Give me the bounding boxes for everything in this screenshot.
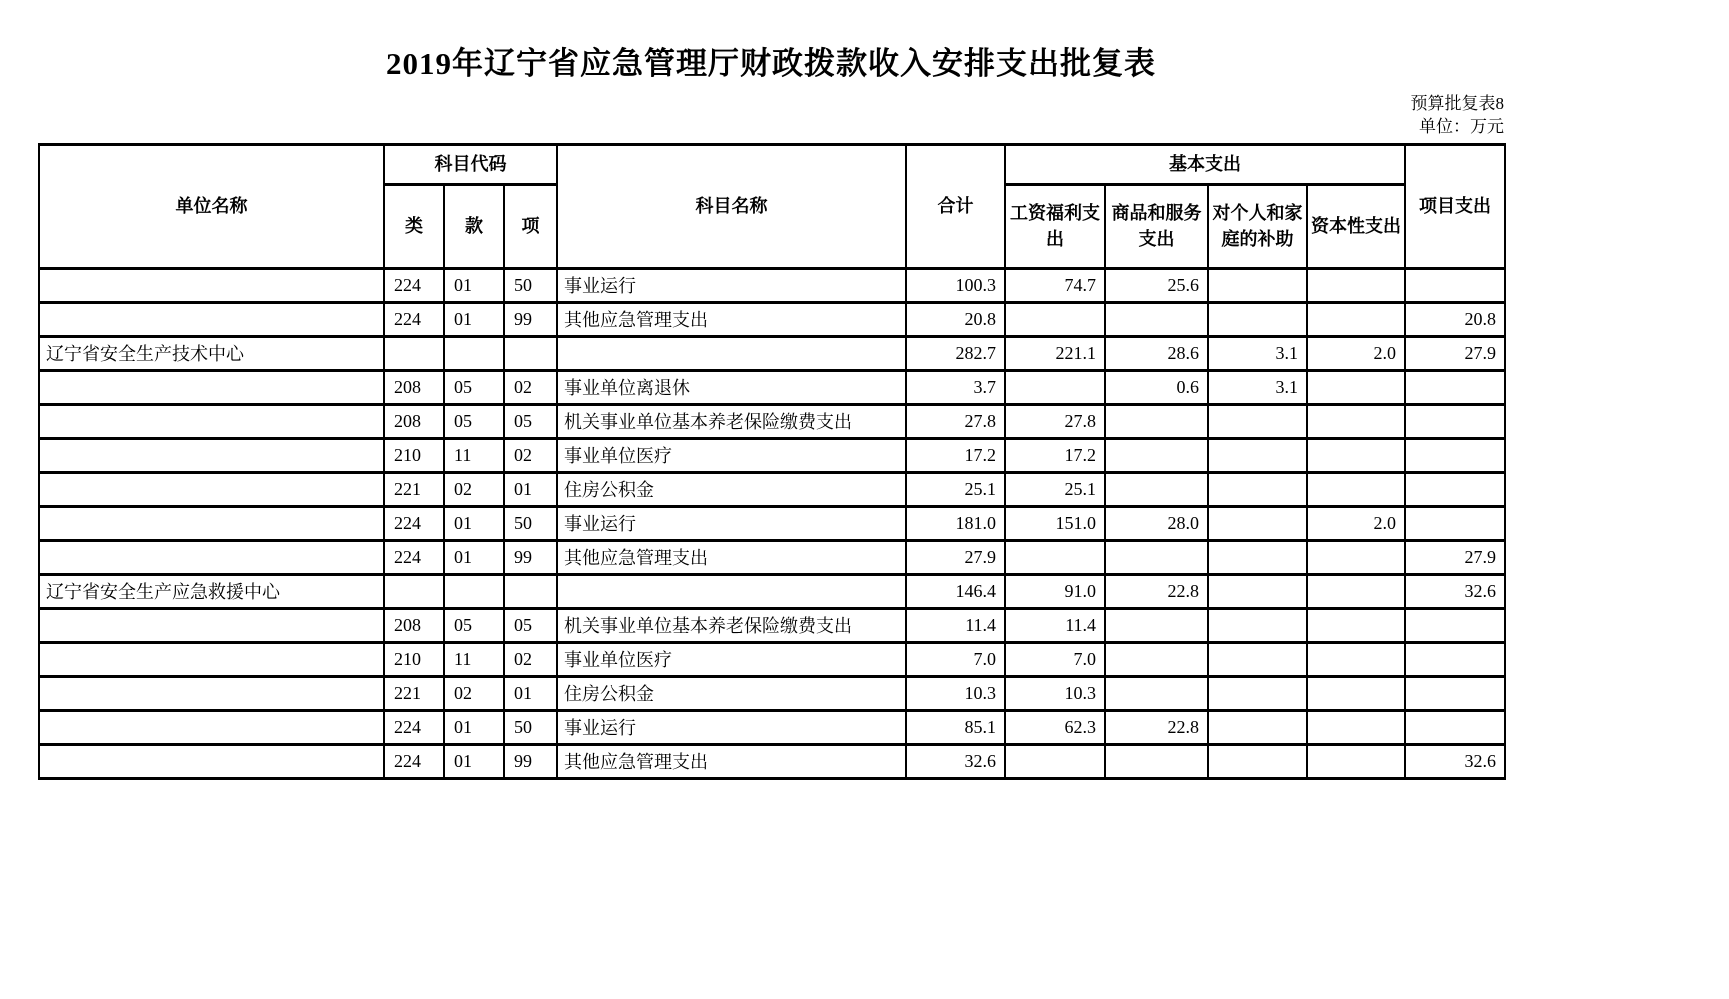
- cell-code-section: [444, 574, 504, 608]
- cell-subject-name: 机关事业单位基本养老保险缴费支出: [557, 404, 906, 438]
- cell-code-item: 99: [504, 744, 557, 778]
- cell-total: 10.3: [906, 676, 1005, 710]
- cell-project: 32.6: [1405, 574, 1505, 608]
- cell-personal-family: [1208, 438, 1307, 472]
- cell-subject-name: 住房公积金: [557, 472, 906, 506]
- cell-capital: [1307, 710, 1405, 744]
- cell-code-section: 05: [444, 608, 504, 642]
- cell-subject-name: 其他应急管理支出: [557, 302, 906, 336]
- cell-code-item: 99: [504, 302, 557, 336]
- cell-unit-name: [39, 540, 384, 574]
- table-row: [39, 472, 1505, 506]
- cell-capital: [1307, 438, 1405, 472]
- cell-project: [1405, 268, 1505, 302]
- cell-goods-services: [1105, 438, 1208, 472]
- header-code-section: 款: [444, 184, 504, 268]
- table-header: [39, 144, 1505, 268]
- cell-project: [1405, 404, 1505, 438]
- header-total: 合计: [906, 144, 1005, 268]
- cell-project: [1405, 642, 1505, 676]
- cell-subject-name: 事业运行: [557, 506, 906, 540]
- cell-code-section: 05: [444, 370, 504, 404]
- cell-wages-welfare: [1005, 744, 1105, 778]
- cell-subject-name: 其他应急管理支出: [557, 744, 906, 778]
- cell-code-item: [504, 336, 557, 370]
- cell-code-section: 11: [444, 642, 504, 676]
- cell-wages-welfare: 62.3: [1005, 710, 1105, 744]
- header-wages-welfare: 工资福利支出: [1005, 184, 1105, 268]
- cell-capital: [1307, 302, 1405, 336]
- cell-code-class: 208: [384, 608, 444, 642]
- cell-code-section: 11: [444, 438, 504, 472]
- cell-capital: 2.0: [1307, 336, 1405, 370]
- cell-capital: [1307, 676, 1405, 710]
- cell-personal-family: [1208, 710, 1307, 744]
- header-code-class: 类: [384, 184, 444, 268]
- cell-code-section: 01: [444, 540, 504, 574]
- cell-capital: [1307, 370, 1405, 404]
- cell-code-class: 224: [384, 506, 444, 540]
- cell-code-class: 210: [384, 438, 444, 472]
- cell-unit-name: 辽宁省安全生产技术中心: [39, 336, 384, 370]
- cell-total: 11.4: [906, 608, 1005, 642]
- table-row: [39, 438, 1505, 472]
- cell-total: 146.4: [906, 574, 1005, 608]
- table-row: [39, 676, 1505, 710]
- cell-subject-name: 其他应急管理支出: [557, 540, 906, 574]
- header-group-row: [39, 144, 1505, 184]
- cell-personal-family: [1208, 404, 1307, 438]
- cell-goods-services: [1105, 472, 1208, 506]
- cell-personal-family: [1208, 506, 1307, 540]
- cell-unit-name: [39, 370, 384, 404]
- cell-capital: [1307, 540, 1405, 574]
- cell-personal-family: 3.1: [1208, 370, 1307, 404]
- cell-unit-name: [39, 302, 384, 336]
- cell-total: 20.8: [906, 302, 1005, 336]
- cell-unit-name: [39, 268, 384, 302]
- cell-total: 17.2: [906, 438, 1005, 472]
- cell-personal-family: [1208, 472, 1307, 506]
- cell-total: 32.6: [906, 744, 1005, 778]
- cell-subject-name: 事业单位离退休: [557, 370, 906, 404]
- cell-code-item: 02: [504, 370, 557, 404]
- cell-capital: [1307, 268, 1405, 302]
- cell-total: 181.0: [906, 506, 1005, 540]
- cell-wages-welfare: 25.1: [1005, 472, 1105, 506]
- table-row: [39, 642, 1505, 676]
- cell-goods-services: [1105, 676, 1208, 710]
- header-basic-expenditure: 基本支出: [1005, 144, 1405, 184]
- cell-personal-family: [1208, 608, 1307, 642]
- cell-personal-family: [1208, 302, 1307, 336]
- cell-personal-family: [1208, 676, 1307, 710]
- cell-code-class: 224: [384, 540, 444, 574]
- budget-sheet: [0, 38, 1729, 999]
- cell-capital: [1307, 642, 1405, 676]
- cell-goods-services: [1105, 608, 1208, 642]
- cell-code-item: 01: [504, 676, 557, 710]
- cell-wages-welfare: 151.0: [1005, 506, 1105, 540]
- cell-code-class: 210: [384, 642, 444, 676]
- header-unit-name: 单位名称: [39, 144, 384, 268]
- cell-total: 27.8: [906, 404, 1005, 438]
- cell-code-section: [444, 336, 504, 370]
- note-unit: 单位：万元: [1419, 116, 1504, 136]
- cell-unit-name: [39, 472, 384, 506]
- cell-code-section: 01: [444, 506, 504, 540]
- cell-unit-name: 辽宁省安全生产应急救援中心: [39, 574, 384, 608]
- cell-code-section: 01: [444, 710, 504, 744]
- header-project-expenditure: 项目支出: [1405, 144, 1505, 268]
- cell-subject-name: [557, 336, 906, 370]
- budget-table: [38, 143, 1506, 780]
- doc-notes: [38, 93, 1504, 139]
- cell-subject-name: 机关事业单位基本养老保险缴费支出: [557, 608, 906, 642]
- cell-wages-welfare: [1005, 302, 1105, 336]
- cell-code-item: 02: [504, 642, 557, 676]
- cell-capital: [1307, 574, 1405, 608]
- cell-code-class: 221: [384, 676, 444, 710]
- cell-wages-welfare: 221.1: [1005, 336, 1105, 370]
- cell-wages-welfare: 7.0: [1005, 642, 1105, 676]
- table-row: [39, 268, 1505, 302]
- cell-unit-name: [39, 642, 384, 676]
- table-row: [39, 540, 1505, 574]
- cell-goods-services: 28.0: [1105, 506, 1208, 540]
- cell-project: [1405, 438, 1505, 472]
- cell-total: 282.7: [906, 336, 1005, 370]
- cell-code-section: 01: [444, 302, 504, 336]
- table-row: [39, 710, 1505, 744]
- cell-code-section: 02: [444, 472, 504, 506]
- cell-code-section: 02: [444, 676, 504, 710]
- table-row: [39, 336, 1505, 370]
- cell-unit-name: [39, 438, 384, 472]
- cell-total: 25.1: [906, 472, 1005, 506]
- cell-code-item: 05: [504, 404, 557, 438]
- cell-wages-welfare: 17.2: [1005, 438, 1105, 472]
- table-row: [39, 574, 1505, 608]
- cell-code-class: 224: [384, 302, 444, 336]
- cell-code-item: 99: [504, 540, 557, 574]
- cell-code-item: [504, 574, 557, 608]
- cell-personal-family: [1208, 744, 1307, 778]
- table-body: [39, 268, 1505, 778]
- cell-code-class: 224: [384, 744, 444, 778]
- cell-total: 85.1: [906, 710, 1005, 744]
- cell-project: [1405, 710, 1505, 744]
- cell-unit-name: [39, 506, 384, 540]
- cell-code-item: 50: [504, 710, 557, 744]
- table-row: [39, 404, 1505, 438]
- cell-code-class: [384, 336, 444, 370]
- header-subject-name: 科目名称: [557, 144, 906, 268]
- cell-personal-family: 3.1: [1208, 336, 1307, 370]
- cell-unit-name: [39, 710, 384, 744]
- cell-project: 27.9: [1405, 540, 1505, 574]
- cell-project: 20.8: [1405, 302, 1505, 336]
- cell-capital: [1307, 744, 1405, 778]
- cell-code-section: 01: [444, 744, 504, 778]
- cell-code-item: 50: [504, 268, 557, 302]
- cell-project: [1405, 370, 1505, 404]
- cell-goods-services: 0.6: [1105, 370, 1208, 404]
- page-title: 2019年辽宁省应急管理厅财政拨款收入安排支出批复表: [386, 46, 1156, 81]
- cell-personal-family: [1208, 540, 1307, 574]
- cell-project: [1405, 506, 1505, 540]
- cell-goods-services: 22.8: [1105, 710, 1208, 744]
- cell-goods-services: 22.8: [1105, 574, 1208, 608]
- cell-project: 32.6: [1405, 744, 1505, 778]
- cell-goods-services: 25.6: [1105, 268, 1208, 302]
- cell-code-item: 02: [504, 438, 557, 472]
- cell-capital: [1307, 608, 1405, 642]
- header-capital: 资本性支出: [1307, 184, 1405, 268]
- cell-personal-family: [1208, 268, 1307, 302]
- table-row: [39, 608, 1505, 642]
- cell-goods-services: [1105, 404, 1208, 438]
- cell-code-section: 05: [444, 404, 504, 438]
- cell-code-class: 224: [384, 268, 444, 302]
- cell-code-item: 50: [504, 506, 557, 540]
- table-row: [39, 370, 1505, 404]
- cell-goods-services: [1105, 540, 1208, 574]
- cell-code-class: 208: [384, 370, 444, 404]
- cell-unit-name: [39, 404, 384, 438]
- cell-subject-name: 事业运行: [557, 710, 906, 744]
- cell-capital: [1307, 404, 1405, 438]
- cell-code-class: [384, 574, 444, 608]
- cell-code-class: 221: [384, 472, 444, 506]
- cell-project: [1405, 676, 1505, 710]
- cell-code-class: 208: [384, 404, 444, 438]
- cell-wages-welfare: 91.0: [1005, 574, 1105, 608]
- cell-project: [1405, 472, 1505, 506]
- cell-personal-family: [1208, 574, 1307, 608]
- cell-total: 3.7: [906, 370, 1005, 404]
- cell-subject-name: 事业单位医疗: [557, 642, 906, 676]
- cell-total: 100.3: [906, 268, 1005, 302]
- cell-wages-welfare: 74.7: [1005, 268, 1105, 302]
- note-table-number: 预算批复表8: [1410, 94, 1504, 113]
- cell-total: 7.0: [906, 642, 1005, 676]
- cell-code-section: 01: [444, 268, 504, 302]
- cell-unit-name: [39, 608, 384, 642]
- header-goods-services: 商品和服务支出: [1105, 184, 1208, 268]
- cell-code-item: 01: [504, 472, 557, 506]
- cell-wages-welfare: 10.3: [1005, 676, 1105, 710]
- cell-project: [1405, 608, 1505, 642]
- cell-code-class: 224: [384, 710, 444, 744]
- cell-unit-name: [39, 744, 384, 778]
- cell-capital: 2.0: [1307, 506, 1405, 540]
- header-personal-family: 对个人和家庭的补助: [1208, 184, 1307, 268]
- header-subject-code: 科目代码: [384, 144, 557, 184]
- cell-subject-name: 住房公积金: [557, 676, 906, 710]
- cell-personal-family: [1208, 642, 1307, 676]
- cell-wages-welfare: 11.4: [1005, 608, 1105, 642]
- cell-subject-name: 事业运行: [557, 268, 906, 302]
- cell-capital: [1307, 472, 1405, 506]
- cell-subject-name: 事业单位医疗: [557, 438, 906, 472]
- cell-unit-name: [39, 676, 384, 710]
- cell-subject-name: [557, 574, 906, 608]
- cell-total: 27.9: [906, 540, 1005, 574]
- table-row: [39, 744, 1505, 778]
- cell-wages-welfare: [1005, 370, 1105, 404]
- cell-goods-services: [1105, 302, 1208, 336]
- table-row: [39, 302, 1505, 336]
- table-row: [39, 506, 1505, 540]
- cell-goods-services: 28.6: [1105, 336, 1208, 370]
- cell-goods-services: [1105, 642, 1208, 676]
- header-code-item: 项: [504, 184, 557, 268]
- cell-goods-services: [1105, 744, 1208, 778]
- cell-project: 27.9: [1405, 336, 1505, 370]
- cell-wages-welfare: 27.8: [1005, 404, 1105, 438]
- cell-wages-welfare: [1005, 540, 1105, 574]
- cell-code-item: 05: [504, 608, 557, 642]
